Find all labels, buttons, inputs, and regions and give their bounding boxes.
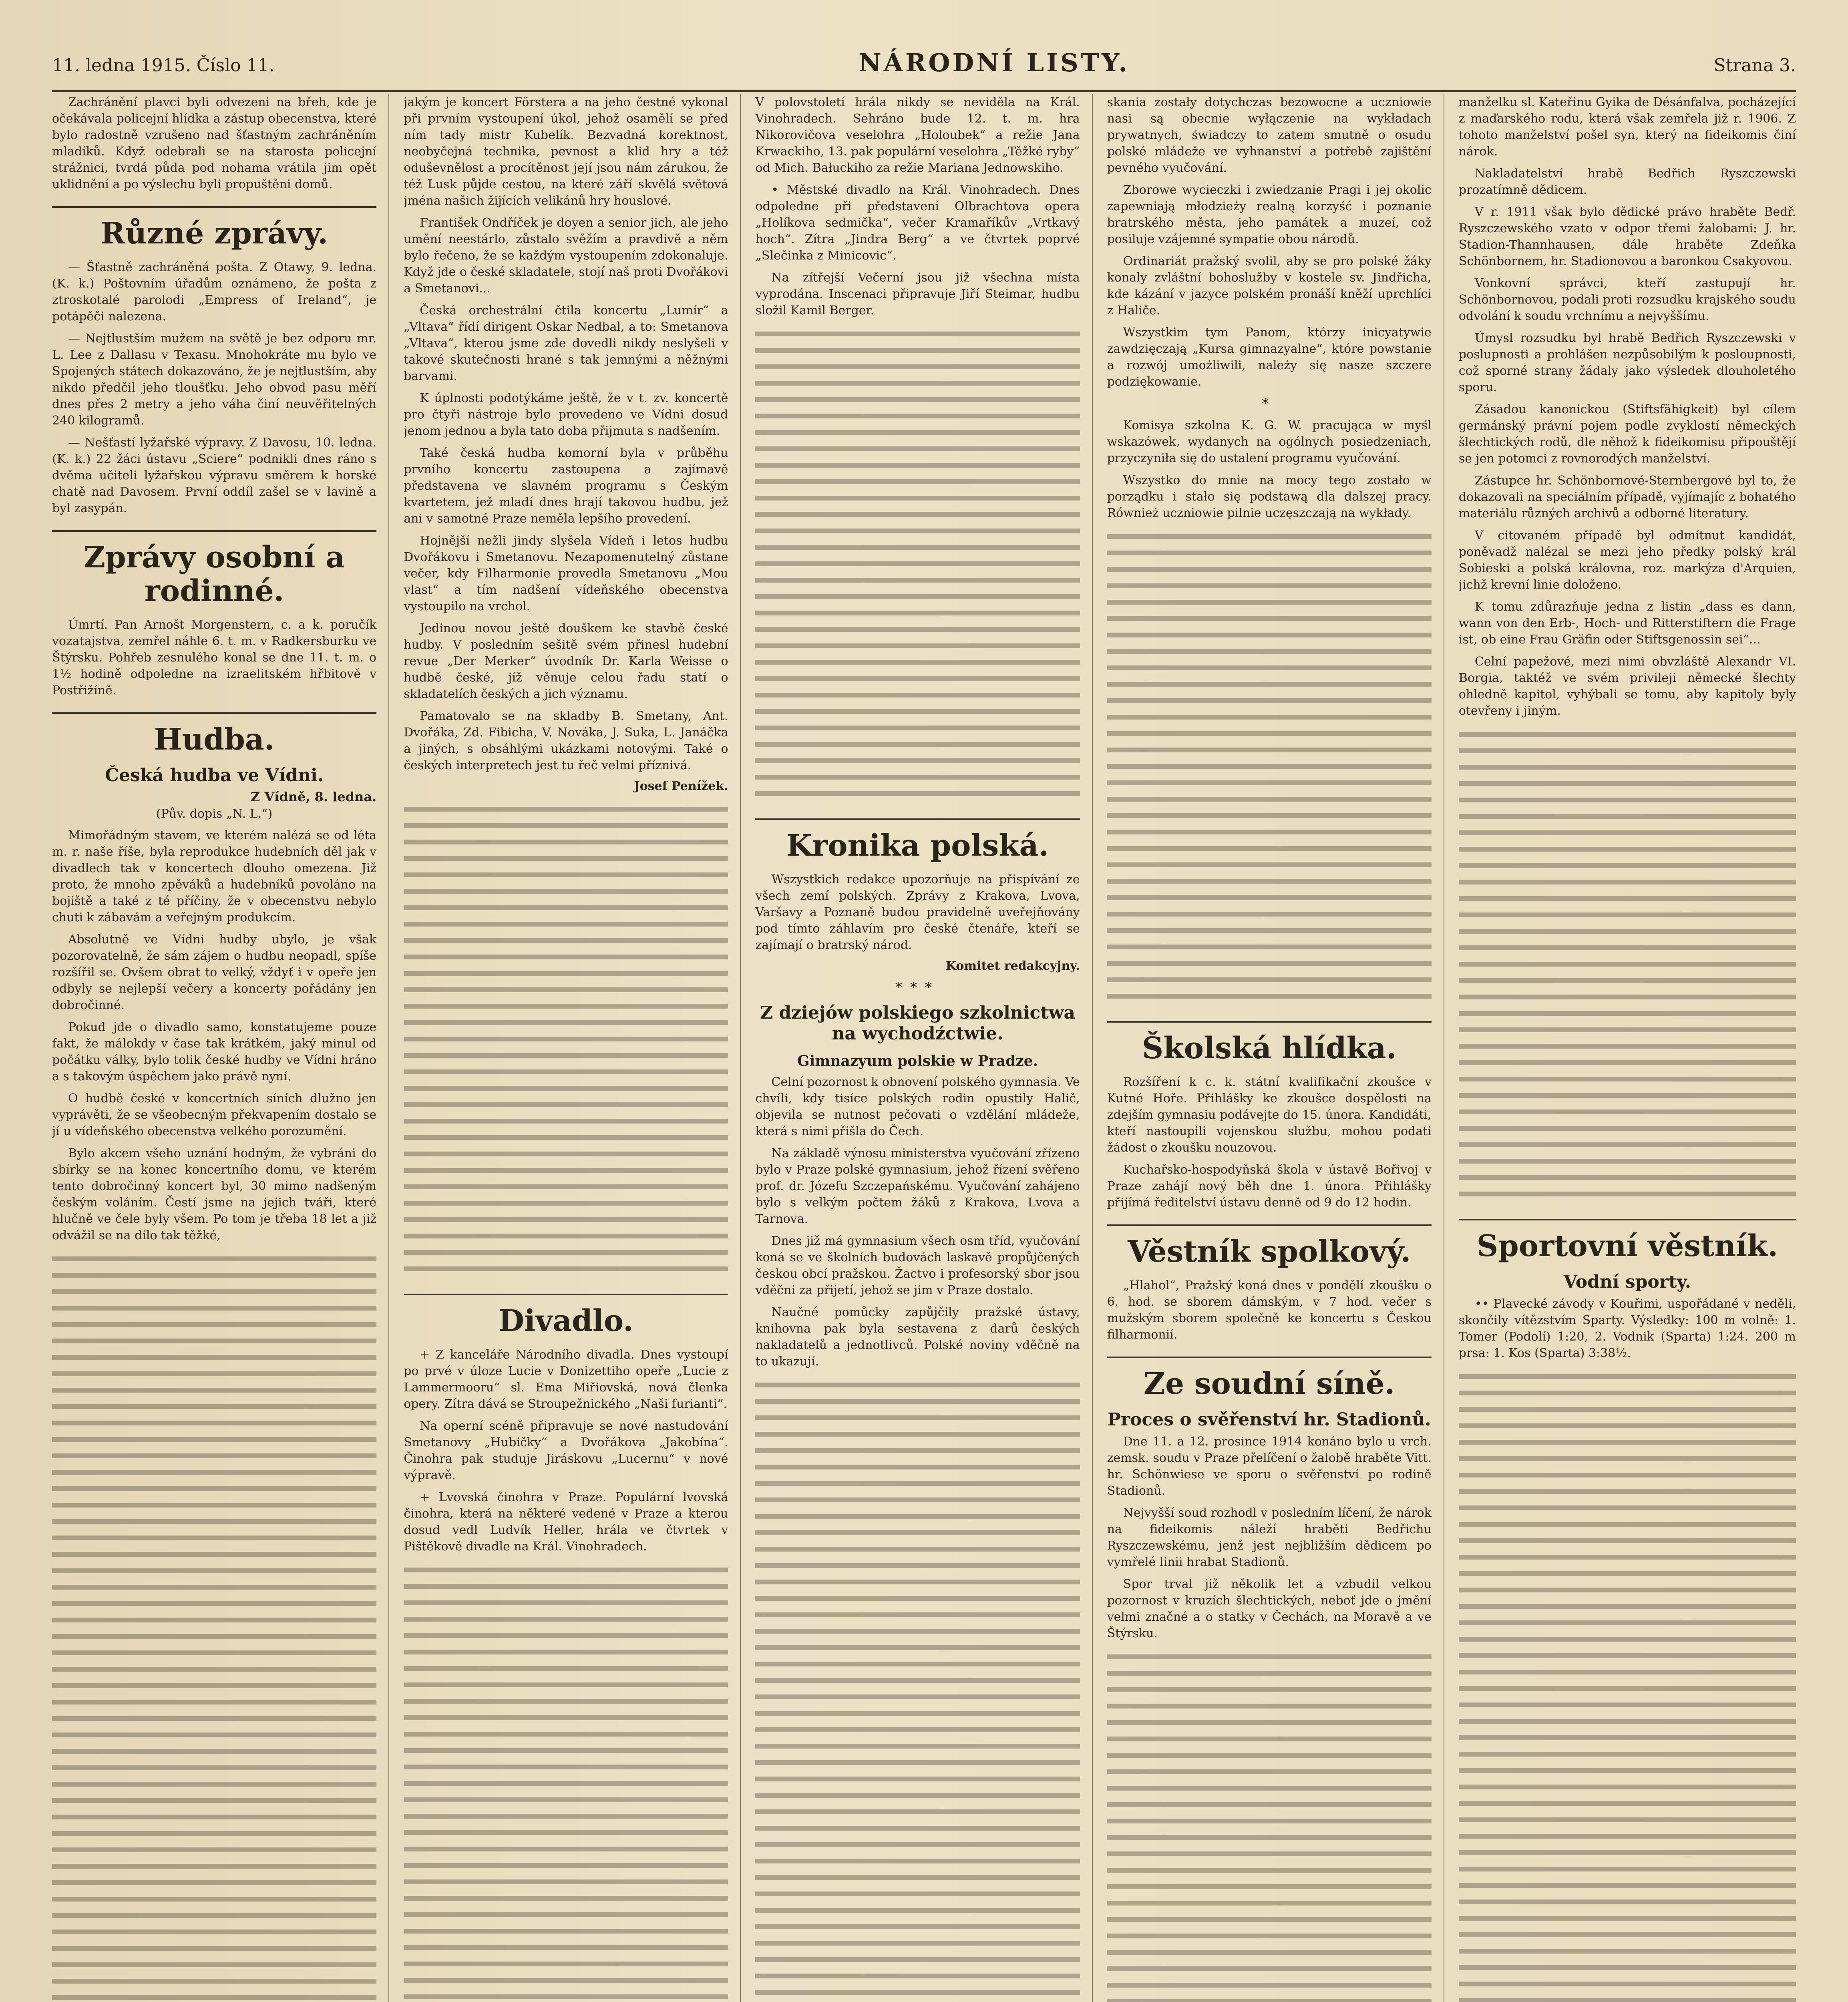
section-heading-ze-soudni-sine: Ze soudní síně. [1107,1357,1432,1401]
section-heading-divadlo: Divadlo. [404,1294,728,1338]
article-paragraph: Na zítřejší Večerní jsou již všechna místa vyprodána. Inscenaci připravuje Jiří Steimar, hudbu složil Kamil Berger. [755,271,1080,318]
article-paragraph: O hudbě české v koncertních síních dlužno jen vyprávěti, že se všeobecným překvapením dostalo se jí u vídeňského obecenstva velkého porozumění. [52,1091,377,1138]
article-paragraph: Wszystkim tym Panom, którzy inicyatywie zawdzięczają „Kursa gimnazyalne“, które powstanie a rozwój umożliwili, należy się nasze szczere podziękowanie. [1107,326,1432,389]
issue-date: 11. ledna 1915. Číslo 11. [52,55,275,76]
column-2 [404,94,741,2002]
section-heading-vestnik-spolkovy: Věstník spolkový. [1107,1224,1432,1268]
article-paragraph: Absolutně ve Vídni hudby ubylo, je však pozorovatelně, že sám zájem o hudbu neopadl, spíše rozšířil se. Ovšem obrat to velký, vždyť i v opeře jen odbyly se nejlepší večery a koncerty pořádány jen dobročinné. [52,933,377,1012]
article-subtitle: Gimnazyum polskie w Pradze. [797,1053,1038,1069]
article-paragraph: Úmysl rozsudku byl hrabě Bedřich Ryszczewski v poslupnosti a prohlášen nezpůsobilým k posloupnosti, což sporné strany žádaly jako výsledek dlouholetého sporu. [1458,331,1796,394]
article-paragraph: Jedinou novou ještě douškem ke stavbě české hudby. V posledním sešitě svém přinesl hudební revue „Der Merker“ úvodník Dr. Karla Weisse o hudbě české, jíž věnuje celou řadu statí o skladatelích českých a jich významu. [404,621,728,701]
body-text-lines [404,800,728,1280]
section-heading-ruzne-zpravy: Různé zprávy. [52,206,376,250]
article-paragraph: Pokud jde o divadlo samo, konstatujeme pouze fakt, že málokdy v čase tak krátkém, jaký minul od počátku války, bylo tolik české hudby ve Vídni hráno a s takovým úspěchem jako právě nyní. [52,1020,377,1083]
author-signature: Komitet redakcyjny. [945,959,1080,973]
article-title: Proces o svěřenství hr. Stadionů. [1107,1409,1431,1430]
article-paragraph: Vonkovní správci, kteří zastupují hr. Schönbornovou, podali proti rozsudku krajského soudu odvolání k soudu vrchnímu a nejvyššímu. [1458,276,1796,323]
article-paragraph: Zborowe wycieczki i zwiedzanie Pragi i jej okolic zapewniają młodzieży realną korzyść i poznanie bratrského města, jeho památek a muzeí, což posiluje vzájemné sympatie obou národů. [1107,183,1432,246]
article-paragraph: Bylo akcem všeho uznání hodným, že vybráni do sbírky se na konec koncertního domu, ve kterém tento dobročinný koncert byl, 30 mimo nadšeným českým voláním. Čestí jsme na jejich tváři, které hlučně ve čele byly všem. Po tom je třeba 18 let a již odvážil se na dílo tak těžké, [52,1146,377,1242]
article-paragraph: + Lvovská činohra v Praze. Populární lvovská činohra, která na některé vedené v Praze a kterou dosud vedl Ludvík Heller, hrála ve čtvrtek v Pištěkově divadle na Král. Vinohradech. [404,1490,728,1554]
article-paragraph: Zachránění plavci byli odvezeni na břeh, kde je očekávala policejní hlídka a zástup obecenstva, které bylo radostně vzrušeno nad šťastným zachráněním mladíků. Když odebrali se na starosta policejní strážnici, tvrdá půda pod nohama vrátila jim opět uklidnění a po výslechu byli propuštěni domů. [52,95,377,191]
body-text-lines [755,324,1080,805]
body-text-lines [1459,725,1796,1205]
article-paragraph: jakým je koncert Förstera a na jeho čestné vykonal při prvním vystoupení úkol, jehož osamělí se před ním tady mistr Kubelík. Bezvadná korektnost, neobyčejná technika, pevnost a klid hry a též oduševnělost a procítěnost její jsou nám zárukou, že též Lusk půjde cestou, na které září skvělá světová jména našich žijících velikánů hry houslové. [404,95,728,208]
columns [52,94,1796,2002]
article-paragraph: Kuchařsko-hospodyňská škola v ústavě Bořivoj v Praze zahájí nový běh dne 1. února. Přihlášky přijímá ředitelství ústavu denně od 9 do 12 hodin. [1107,1163,1432,1210]
article-paragraph: Rozšíření k c. k. státní kvalifikační zkoušce v Kutné Hoře. Přihlášky ke zkoušce dospělosti na zdejším gymnasiu podávejte do 15. února. Kandidáti, kteří nastoupili vojenskou službu, mohou podati žádost o zkoušku nouzovou. [1107,1075,1432,1155]
body-text-lines [1459,1367,1796,2002]
article-paragraph: skania zostały dotychczas bezowocne a uczniowie nasi są obecnie wyłączenie na wykładach prywatnych, świadczy to zatem smutně o osudu polské mládeže ve vyhnanství a potřebě zajištění pevného vyučování. [1107,95,1432,175]
article-paragraph: Pamatovalo se na skladby B. Smetany, Ant. Dvořáka, Zd. Fibicha, V. Nováka, J. Suka, L. Janáčka a jiných, s obsáhlými ukázkami notovými. Také o českých interpretech jest tu řeč velmi příznivá. [404,709,728,772]
article-paragraph: K úplnosti podotýkáme ještě, že v t. zv. koncertě pro čtyři nástroje bylo provedeno ve Vídni dosud jenom jednou a byla tato doba přijmuta s nadšením. [404,391,728,438]
section-heading-kronika-polska: Kronika polská. [755,818,1080,862]
article-paragraph: Na základě výnosu ministerstva vyučování zřízeno bylo v Praze polské gymnasium, jehož řízení svěřeno prof. dr. Józefu Szczepańskému. Vyučování zahájeno bylo s velkým počtem žáků z Krakova, Lvova a Tarnova. [755,1146,1080,1226]
article-paragraph: „Hlahol“, Pražský koná dnes v pondělí zkoušku o 6. hod. se sborem dámským, v 7 hod. večer s mužským sborem společně ke koncertu s Českou filharmonií. [1107,1278,1432,1342]
article-paragraph: Česká orchestrální čtila koncertu „Lumír“ a „Vltava“ řídí dirigent Oskar Nedbal, a to: Smetanova „Vltava“, kterou jsme zde dovedli nikdy neslyšeli v takové skutečnosti hrané s tak jemnými a něžnými barvami. [404,304,728,383]
article-paragraph: V citovaném případě byl odmítnut kandidát, poněvadž nalézal se mezi jeho předky polský král Sobieski a polská královna, roz. markýza d'Arquien, jichž krevní linie doloženo. [1458,529,1796,592]
separator-stars: *** [895,979,940,995]
body-text-lines [1107,1647,1432,2002]
body-text-lines [755,1375,1080,2002]
section-heading-zpravy-osobni: Zprávy osobní a rodinné. [52,530,376,608]
author-signature: Josef Penížek. [634,779,728,793]
article-paragraph: — Nešťastí lyžařské výpravy. Z Davosu, 10. ledna. (K. k.) 22 žáci ústavu „Sciere“ podnikli dnes ráno s dvěma učiteli lyžařskou výpravu směrem k horské chatě nad Davosem. První oddíl zašel se v lavině a byl zasypán. [52,436,377,515]
article-paragraph: Nejvyšší soud rozhodl v posledním líčení, že nárok na fideikomis náleží hraběti Bedřichu Ryszczewskému, jenž jest nejbližším dědicem po vymřelé linii hrabat Stadionů. [1107,1506,1432,1569]
article-paragraph: František Ondříček je doyen a senior jich, ale jeho umění neestárlo, zůstalo svěžím a pravdivě a něm bylo řečeno, že se každým vystoupením zdokonaluje. Když jde o české skladatele, stojí naš proti Dvořákovi a Smetanovi... [404,216,728,295]
article-paragraph: Dne 11. a 12. prosince 1914 konáno bylo u vrch. zemsk. soudu v Praze přelíčení o žalobě hraběte Vitt. hr. Schönwiese ve sporu o svěřenství po rodině Stadionů. [1107,1435,1432,1498]
article-paragraph: Celní papežové, mezi nimi obvzláště Alexandr VI. Borgia, taktéž ve svém privileji německé šlechty ohledně kapitol, vyhýbali se tomu, aby kapitoly byly otevřeny i jiným. [1458,655,1796,718]
article-paragraph: Ordinariát pražský svolil, aby se pro polské žáky konaly zvláštní bohoslužby v kostele sv. Jindřicha, kde kázání v jazyce polském pronáší kněží uprchlíci z Haliče. [1107,254,1432,318]
article-paragraph: V r. 1911 však bylo dědické právo hraběte Bedř. Ryszczewského vzato v odpor třemi žalobami: J. hr. Stadion-Thannhausen, dále hraběte Zdeňka Schönbornem, hr. Stadionovou a baronkou Csakyovou. [1458,205,1796,268]
article-paragraph: — Šťastně zachráněná pošta. Z Otawy, 9. ledna. (K. k.) Poštovním úřadům oznámeno, že pošta z ztroskotalé parolodi „Empress of Ireland“, je potápěči nalezena. [52,260,377,324]
article-paragraph: manželku sl. Kateřinu Gyika de Désánfalva, pocházející z maďarského rodu, která však zemřela již r. 1906. Z tohoto manželství pošel syn, který na fideikomis činí nárok. [1458,95,1796,159]
article-paragraph: Dnes již má gymnasium všech osm tříd, vyučování koná se ve školních budovách laskavě propůjčených českou obcí pražskou. Žactvo i profesorský sbor jsou vděčni za přijetí, jehož se jim v Praze dostalo. [755,1234,1080,1297]
article-paragraph: Úmrtí. Pan Arnošt Morgenstern, c. a k. poručík vozatajstva, zemřel náhle 6. t. m. v Radkersburku ve Štýrsku. Pohřeb zesnulého konal se dne 11. t. m. o 1½ hodině odpoledne na izraelitském hřbitově v Postřižíně. [52,618,377,697]
article-paragraph: Nakladatelství hrabě Bedřich Ryszczewski prozatímně dědicem. [1458,167,1796,197]
article-paragraph: • Městské divadlo na Král. Vinohradech. Dnes odpoledne při představení Olbrachtova opera „Holíkova sedmička“, večer Kramaříkův „Vrtkavý hoch“. Zítra „Jindra Berg“ a ve čtvrtek poprvé „Slečinka z Minicovic“. [755,183,1080,263]
section-heading-hudba: Hudba. [52,712,376,756]
article-paragraph: Na operní scéně připravuje se nové nastudování Smetanovy „Hubičky“ a Dvořákova „Jakobína“. Činohra pak studuje Jiráskovu „Lucernu“ v nové výpravě. [404,1419,728,1482]
article-paragraph: Celní pozornost k obnovení polského gymnasia. Ve chvíli, kdy tisíce polských rodin opustily Halič, objevila se nutnost pečovati o vzdělání mládeže, která s nimi přišla do Čech. [755,1075,1080,1138]
newspaper-title: NÁRODNÍ LISTY. [859,48,1130,77]
body-text-lines [404,1560,728,2002]
section-heading-skolska-hlidka: Školská hlídka. [1107,1021,1432,1065]
article-paragraph: Zástupce hr. Schönbornové-Sternbergové byl to, že dokazovali na speciálním případě, vyjímajíc z bohatého materiálu různých archivů a odborné literatury. [1458,474,1796,521]
column-3 [755,94,1092,2002]
article-paragraph: Spor trval již několik let a vzbudil velkou pozornost v kruzích šlechtických, neboť jde o jmění velmi značné a o statky v Čechách, na Moravě a ve Štýrsku. [1107,1577,1432,1640]
article-title: Z dziejów polskiego szkolnictwa na wychodźctwie. [760,1003,1076,1044]
article-paragraph: K tomu zdůrazňuje jedna z listin „dass es dann, wann von den Erb-, Hoch- und Ritterstiftern die Frage ist, ob eine Frau Gräfin oder Stiftsgenossin sei“... [1458,600,1796,647]
body-text-lines [52,1249,376,2002]
article-title: Česká hudba ve Vídni. [105,765,324,786]
article-paragraph: Wszystko do mnie na mocy tego zostało w porządku i stało się podstawą dla dalszej pracy. Również uczniowie pilnie uczęszczają na wykłady. [1107,473,1432,520]
article-paragraph: Wszystkich redakce upozorňuje na přispívání ze všech zemí polských. Zprávy z Krakova, Lvova, Varšavy a Poznaně budou pravidelně uveřejňovány pod tímto záhlavím pro české čtenáře, kteří se zajímají o bratrský národ. [755,872,1080,952]
article-paragraph: Také česká hudba komorní byla v průběhu prvního koncertu zastoupena a zajímavě představena ve slavném programu s Českým kvartetem, jež mladí dnes hrají takovou hudbu, jež ani v samotné Praze neměla lepšího provedení. [404,446,728,526]
masthead [52,48,1796,92]
column-4 [1107,94,1444,2002]
article-paragraph: + Z kanceláře Národního divadla. Dnes vystoupí po prvé v úloze Lucie v Donizettiho opeře „Lucie z Lammermooru“ sl. Ema Miřiovská, nová členka opery. Zítra dává se Stroupežnického „Naši furianti“. [404,1348,728,1411]
page-number: Strana 3. [1713,55,1796,76]
separator-stars: * [1262,396,1277,412]
article-paragraph: Hojnější nežli jindy slyšela Vídeň i letos hudbu Dvořákovu i Smetanovu. Nezapomenutelný zůstane večer, kdy Filharmonie provedla Smetanovu „Mou vlast“ a tím nadšení vídeňského obecenstva vystoupilo na vrchol. [404,534,728,613]
article-paragraph: V polovstoletí hrála nikdy se neviděla na Král. Vinohradech. Sehráno bude 12. t. m. hra Nikorovičova veselohra „Holoubek“ a režie Jana Krwackiho, 13. pak populární veselohra „Těžké ryby“ od Mich. Bałuckiho za režie Mariana Jednowskiho. [755,95,1080,175]
article-paragraph: Naučné pomůcky zapůjčily pražské ústavy, knihovna pak byla sestavena z darů českých nakladatelů a jednotlivců. Polské noviny vděčně na to ukazují. [755,1305,1080,1369]
article-paragraph: — Nejtlustším mužem na světě je bez odporu mr. L. Lee z Dallasu v Texasu. Mnohokráte mu bylo ve Spojených státech dokazováno, že je nejtlustším, aby nikdo předčil jeho tloušťku. Jeho obvod pasu měří dnes přes 2 metry a jeho váha činí neuvěřitelných 240 kilogramů. [52,332,377,428]
dateline: Z Vídně, 8. ledna. [250,789,377,804]
body-text-lines [1107,527,1432,1007]
article-paragraph: Zásadou kanonickou (Stiftsfähigkeit) byl cílem germánský právní pojem podle zvyklostí německých šlechtických rodů, dle něhož k fideikomisu připouštějí se jen potomci z rovnorodých manželství. [1458,402,1796,466]
article-paragraph: Komisya szkolna K. G. W. pracująca w myśl wskazówek, wydanych na ogólnych posiedzeniach, przyczyniła się do ustalení programu vyučování. [1107,418,1432,465]
section-heading-sportovni-vestnik: Sportovní věstník. [1459,1219,1796,1263]
byline: (Pův. dopis „N. L.“) [156,807,273,821]
column-1 [52,94,389,2002]
article-title: Vodní sporty. [1563,1272,1691,1292]
column-5 [1459,94,1796,2002]
article-paragraph: •• Plavecké závody v Kouřimi, uspořádané v neděli, skončily vítězstvím Sparty. Výsledky: 100 m volně: 1. Tomer (Podolí) 1:20, 2. Vodnik (Sparta) 1:24. 200 m prsa: 1. Kos (Sparta) 3:38½. [1458,1297,1796,1360]
article-paragraph: Mimořádným stavem, ve kterém nalézá se od léta m. r. naše říše, byla reprodukce hudebních děl jak v divadlech tak v koncertech dlouho omezena. Již proto, že mnoho zpěváků a hudebníků povoláno na bojiště a také z té příčiny, že v obecenstvu nebylo chuti k zábavám a veřejným produkcím. [52,828,377,925]
